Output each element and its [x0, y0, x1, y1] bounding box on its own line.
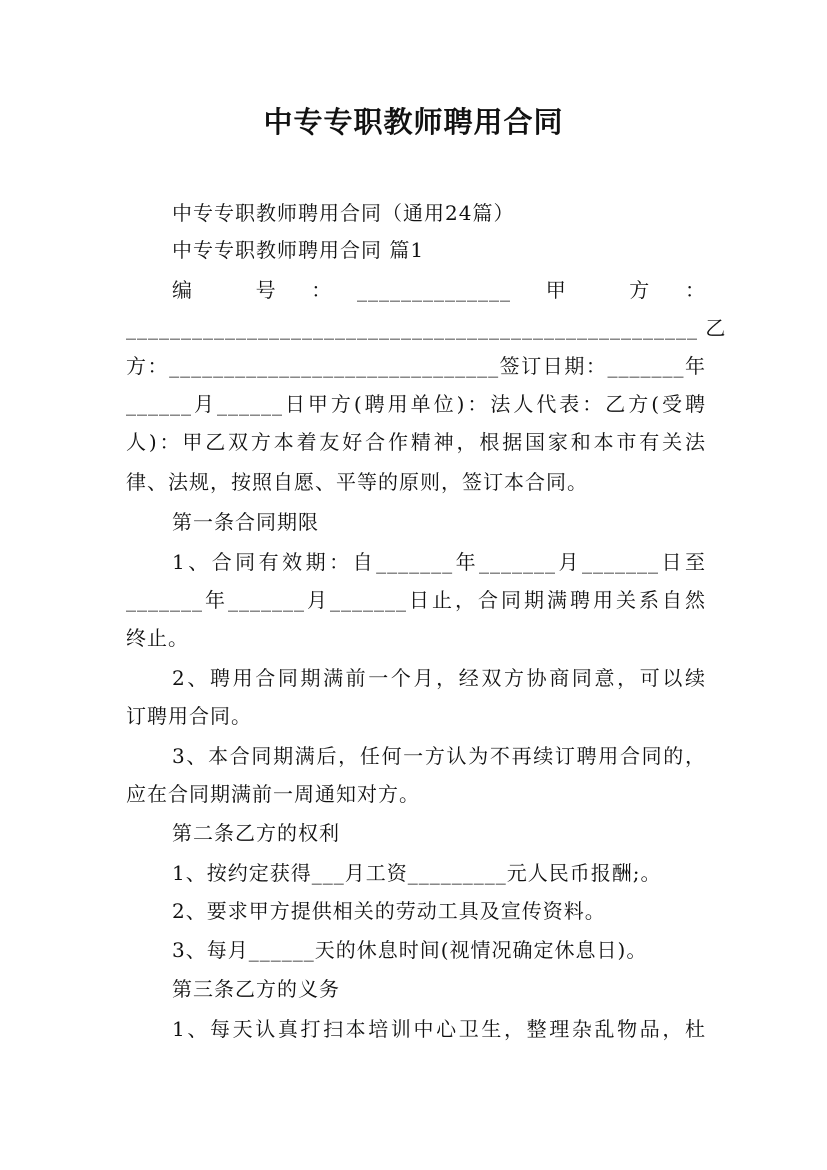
paragraph-line: ______月______日甲方(聘用单位)：法人代表：乙方(受聘: [126, 392, 706, 416]
clause-line: 1、每天认真打扫本培训中心卫生，整理杂乱物品，杜: [172, 1017, 706, 1041]
paragraph-line: 编 号 ： ______________ 甲 方 ：: [172, 278, 706, 302]
clause-line: 3、本合同期满后，任何一方认为不再续订聘用合同的，: [172, 744, 706, 768]
paragraph-line: 律、法规，按照自愿、平等的原则，签订本合同。: [126, 470, 588, 494]
clause-line: 2、聘用合同期满前一个月，经双方协商同意，可以续: [172, 666, 706, 690]
subtitle-line: 中专专职教师聘用合同（通用24篇）: [172, 201, 515, 225]
paragraph-line: ____________________________________________________ 乙: [126, 316, 727, 340]
document-title: 中专专职教师聘用合同: [263, 105, 564, 139]
clause-line: 1、合同有效期：自_______年_______月_______日至: [172, 550, 706, 574]
paragraph-line: 方：______________________________签订日期：_______年: [126, 354, 706, 378]
clause-line: 3、每月______天的休息时间(视情况确定休息日)。: [172, 938, 648, 962]
clause-line: _______年_______月_______日止，合同期满聘用关系自然: [126, 588, 706, 612]
article-heading: 第一条合同期限: [172, 510, 319, 534]
paragraph-line: 人)：甲乙双方本着友好合作精神，根据国家和本市有关法: [126, 430, 706, 454]
clause-line: 1、按约定获得___月工资_________元人民币报酬;。: [172, 861, 662, 885]
clause-line: 应在合同期满前一周通知对方。: [126, 782, 420, 806]
article-heading: 第二条乙方的权利: [172, 821, 340, 845]
clause-line: 终止。: [126, 626, 189, 650]
section-heading: 中专专职教师聘用合同 篇1: [172, 238, 425, 262]
clause-line: 2、要求甲方提供相关的劳动工具及宣传资料。: [172, 899, 606, 923]
clause-line: 订聘用合同。: [126, 704, 252, 728]
article-heading: 第三条乙方的义务: [172, 977, 340, 1001]
